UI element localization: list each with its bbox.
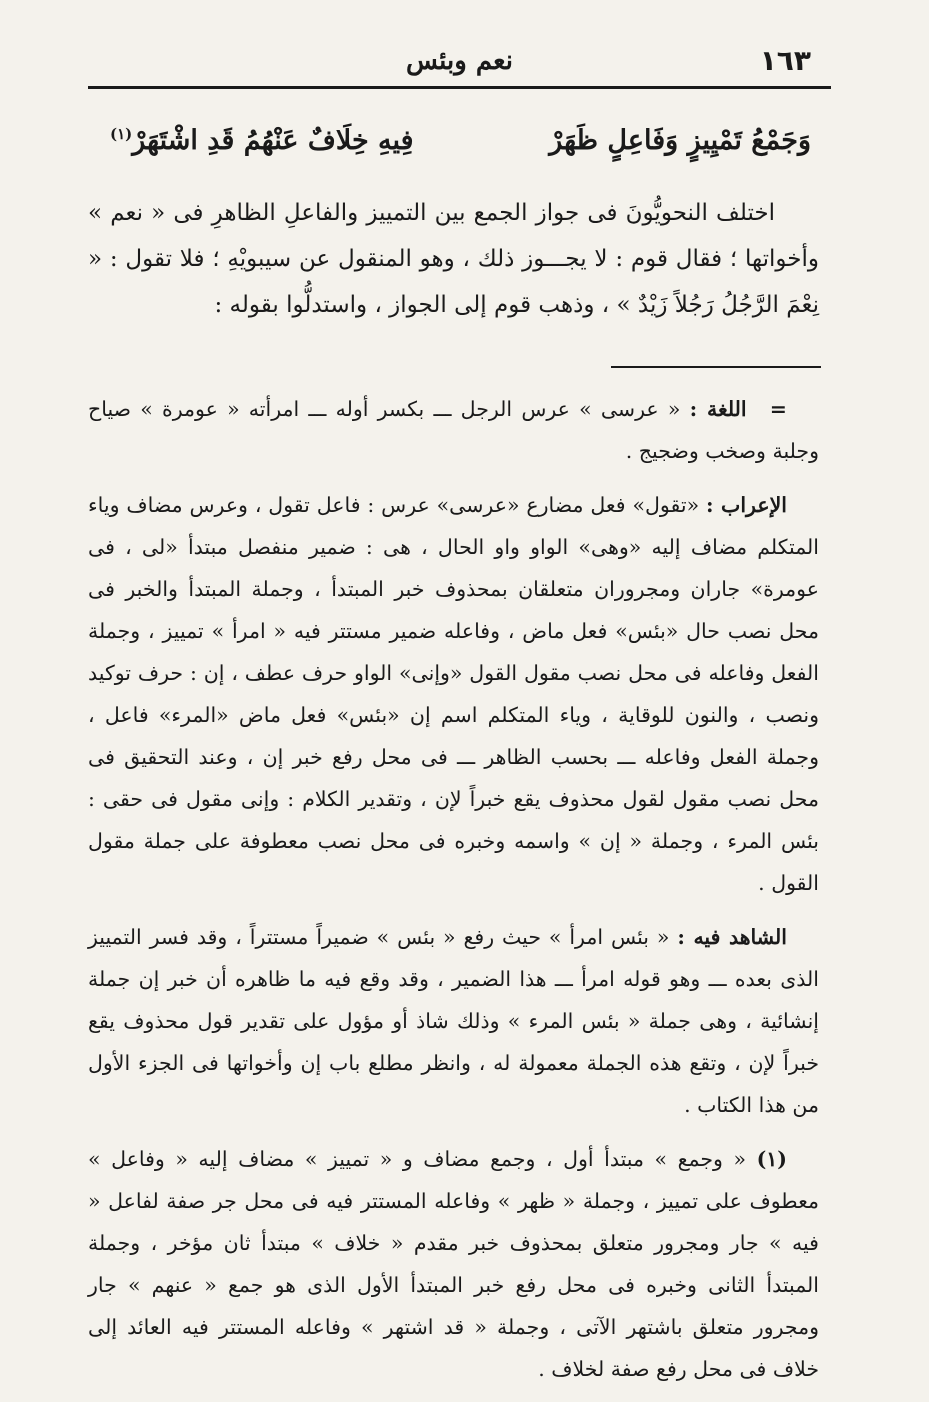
intro-section [88,190,819,328]
verse-second-hemistich [110,125,414,156]
language-note-marker: = [769,397,787,421]
notes-section [88,388,819,1402]
page-number: ١٦٣ [759,44,811,77]
verse-footnote-text: « وجمع » مبتدأ أول ، وجمع مضاف و « تمييز » مضاف إليه « وفاعل » معطوف على تمييز ، وجملة « ظهر » وفاعله المستتر فيه فى محل جر صفة لفاعل « فيه » جار ومجرور متعلق بمحذوف خبر مقدم « خلاف » مبتدأ ثان مؤخر ، وجملة المبتدأ الثانى وخبره فى محل رفع خبر المبتدأ الأول الذى هو جمع « عنهم » جار ومجرور متعلق باشتهر الآتى ، وجملة « قد اشتهر » وفاعله المستتر فيه العائد إلى خلاف فى محل رفع صفة لخلاف . [88,1147,819,1381]
page-header [88,40,831,84]
running-title: نعم وبئس [406,46,513,76]
footnote-separator [611,366,821,368]
parsing-note [88,484,819,904]
parsing-note-text: «تقول» فعل مضارع «عرسى» عرس : فاعل تقول ، وعرس مضاف وياء المتكلم مضاف إليه «وهى» الواو واو الحال ، هى : ضمير منفصل مبتدأ «لى ، فى عومرة» جاران ومجروران متعلقان بمحذوف خبر المبتدأ ، وجملة المبتدأ والخبر فى محل نصب حال «بئس» فعل ماض ، وفاعله ضمير مستتر فيه « امرأ » تمييز ، وجملة الفعل وفاعله فى محل نصب مقول القول «وإنى» الواو حرف عطف ، إن : حرف توكيد ونصب ، والنون للوقاية ، وياء المتكلم اسم إن «بئس» فعل ماض «المرء» فاعل ، وجملة الفعل وفاعله ـــ بحسب الظاهر ـــ فى محل رفع خبر إن ، وعند التحقيق فى محل نصب مقول لقول محذوف يقع خبراً لإن ، وتقدير الكلام : وإنى مقول فى حقى : بئس المرء ، وجملة « إن » واسمه وخبره فى محل نصب معطوفة على جملة مقول القول . [88,493,819,895]
verse-footnote-number: (١) [756,1147,787,1171]
parsing-note-label: الإعراب : [706,493,787,517]
verse-footnote-marker: (١) [110,124,133,143]
intro-paragraph: اختلف النحويُّونَ فى جواز الجمع بين التمييز والفاعلِ الظاهرِ فى « نعم » وأخواتها ؛ فقال قوم : لا يجـــوز ذلك ، وهو المنقول عن سيبويْهِ ؛ فلا تقول : « نِعْمَ الرَّجُلُ رَجُلاً زَيْدٌ » ، وذهب قوم إلى الجواز ، واستدلُّوا بقوله : [88,200,819,318]
language-note-label: اللغة : [689,397,747,421]
verse-line [110,112,811,168]
evidence-note-text: « بئس امرأ » حيث رفع « بئس » ضميراً مستتراً ، وقد فسر التمييز الذى بعده ـــ وهو قوله امرأ ـــ هذا الضمير ، وقد وقع فيه ما ظاهره أن خبر إن جملة إنشائية ، وهى جملة « بئس المرء » وذلك شاذ أو مؤول على تقدير قول محذوف يقع خبراً لإن ، وتقع هذه الجملة معمولة له ، وانظر مطلع باب إن وأخواتها فى الجزء الأول من هذا الكتاب . [88,925,819,1117]
evidence-note-label: الشاهد فيه : [677,925,787,949]
verse-first-hemistich: وَجَمْعُ تَمْيِيزٍ وَفَاعِلٍ ظَهَرْ [549,124,811,156]
verse-footnote [88,1138,819,1390]
verse-second-hemistich-text: فِيهِ خِلَافٌ عَنْهُمُ قَدِ اشْتَهَرْ [132,124,414,156]
language-note-text: « عرسى » عرس الرجل ـــ بكسر أوله ـــ امرأته « عومرة » صياح وجلبة وصخب وضجيج . [88,397,819,463]
header-rule [88,86,831,89]
evidence-note [88,916,819,1126]
language-note [88,388,819,472]
